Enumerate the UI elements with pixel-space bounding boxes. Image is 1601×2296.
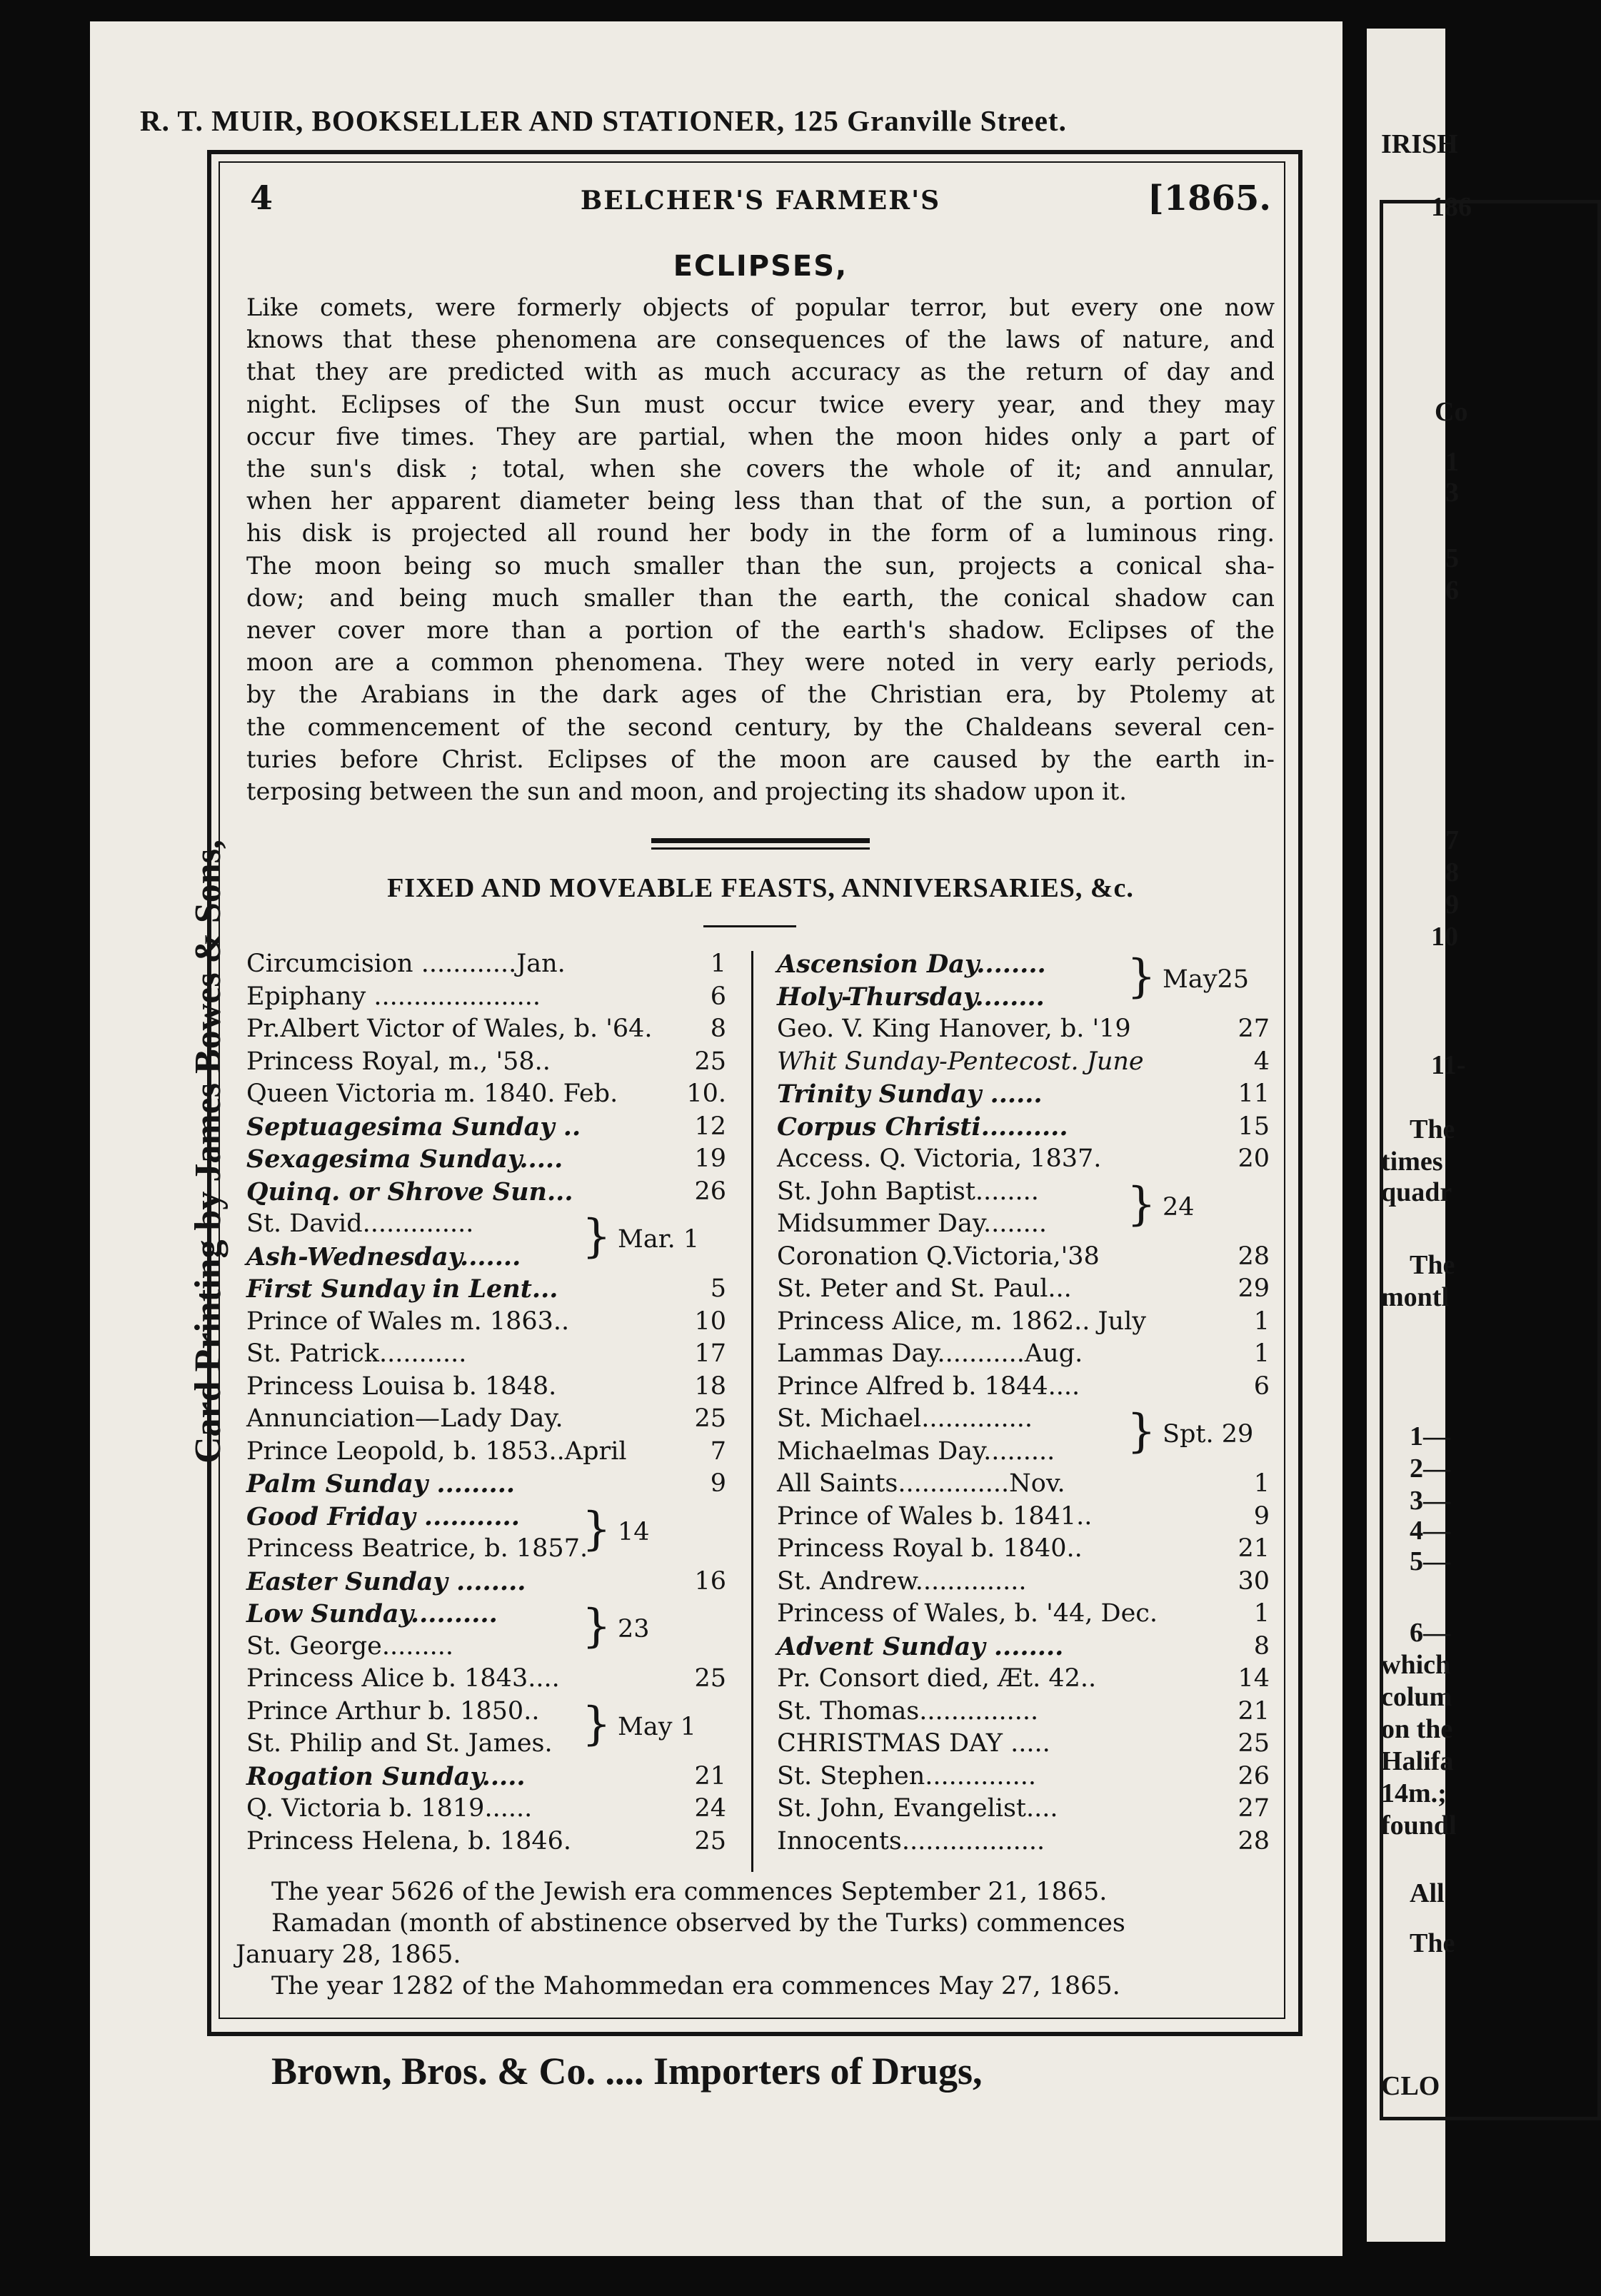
adjacent-text-fragment: montl <box>1381 1282 1449 1312</box>
eclipses-line: The moon being so much smaller than the sun, projects a conical sha- <box>246 551 1275 580</box>
feast-date: 6 <box>710 982 726 1011</box>
feast-name: Prince of Wales m. 1863.. <box>246 1306 570 1336</box>
adjacent-text-fragment: 3— <box>1410 1486 1450 1516</box>
feast-row <box>246 1112 581 1142</box>
adjacent-text-fragment: Co <box>1435 397 1468 427</box>
closing-line: The year 5626 of the Jewish era commences September 21, 1865. <box>271 1878 1108 1906</box>
adjacent-text-fragment: 9 <box>1445 890 1459 920</box>
feast-date: 17 <box>694 1339 726 1368</box>
feast-date: 1 <box>1253 1339 1270 1368</box>
feast-row <box>777 1469 1065 1498</box>
feast-name: St. Patrick........... <box>246 1339 467 1368</box>
page-number: 4 <box>250 178 273 217</box>
feast-row <box>777 1339 1083 1368</box>
adjacent-text-fragment: The <box>1410 1250 1455 1280</box>
feast-date: 18 <box>694 1371 726 1401</box>
column-divider <box>751 951 753 1872</box>
section-rule-thin <box>651 847 870 850</box>
adjacent-text-fragment: which <box>1381 1650 1451 1680</box>
feast-row <box>777 1242 1100 1271</box>
feast-row <box>246 1372 556 1401</box>
adjacent-text-fragment: All <box>1410 1878 1445 1908</box>
brace-date: 23 <box>618 1615 650 1643</box>
feast-date: 28 <box>1238 1826 1270 1856</box>
feast-name: Princess Alice b. 1843.... <box>246 1664 560 1693</box>
feast-name: Queen Victoria m. 1840. Feb. <box>246 1079 618 1108</box>
feast-row <box>777 1827 1045 1856</box>
closing-line: The year 1282 of the Mahommedan era commences May 27, 1865. <box>271 1972 1120 2000</box>
adjacent-text-fragment: 5— <box>1410 1546 1450 1576</box>
adjacent-text-fragment: IRISH <box>1381 129 1458 159</box>
adjacent-text-fragment: quadr <box>1381 1177 1452 1207</box>
feast-name: St. George......... <box>246 1631 454 1661</box>
feast-name: Low Sunday.......... <box>246 1599 498 1628</box>
feast-name: St. John, Evangelist.... <box>777 1794 1058 1823</box>
brace-date: 14 <box>618 1517 650 1546</box>
feast-name: Prince Leopold, b. 1853..April <box>246 1436 627 1466</box>
adjacent-text-fragment: 6 <box>1445 575 1459 605</box>
feasts-left-column <box>246 950 732 1870</box>
adjacent-text-fragment: 10 <box>1431 922 1458 952</box>
feast-date: 27 <box>1238 1014 1270 1043</box>
feast-row <box>777 1209 1047 1238</box>
eclipses-paragraph <box>246 291 1275 807</box>
eclipses-line: his disk is projected all round her body in the form of a luminous ring. <box>246 519 1275 548</box>
feast-row <box>777 1794 1058 1823</box>
feast-date: 12 <box>694 1112 726 1141</box>
feast-name: Lammas Day...........Aug. <box>777 1339 1083 1368</box>
feast-name: Princess Royal, m., '58.. <box>246 1047 551 1076</box>
brace-date: Spt. 29 <box>1163 1420 1254 1449</box>
feast-date: 19 <box>694 1144 726 1173</box>
feast-row <box>246 1307 569 1336</box>
feast-name: Princess Helena, b. 1846. <box>246 1826 572 1856</box>
feast-row <box>246 1079 618 1108</box>
feast-name: CHRISTMAS DAY ..... <box>777 1729 1050 1758</box>
feast-date: 26 <box>1238 1761 1270 1791</box>
feast-name: Prince Alfred b. 1844.... <box>777 1371 1080 1401</box>
feast-date: 1 <box>710 950 726 978</box>
eclipses-line: Like comets, were formerly objects of popular terror, but every one now <box>246 293 1275 321</box>
brace-mark: } <box>582 1502 611 1556</box>
feast-date: 21 <box>694 1761 726 1791</box>
feast-name: St. Thomas............... <box>777 1696 1039 1726</box>
feast-row <box>246 1632 453 1661</box>
feast-row <box>777 1404 1033 1433</box>
adjacent-text-fragment: 11- <box>1431 1050 1466 1080</box>
closing-line: Ramadan (month of abstinence observed by the Turks) commences <box>271 1909 1125 1938</box>
feast-name: St. Stephen.............. <box>777 1761 1037 1791</box>
feast-date: 25 <box>694 1664 726 1693</box>
feast-row <box>777 1664 1096 1693</box>
feast-date: 25 <box>1238 1729 1270 1758</box>
feast-row <box>777 1502 1092 1531</box>
brace-mark: } <box>1127 950 1156 1003</box>
feast-name: Innocents.................. <box>777 1826 1045 1856</box>
feast-row <box>777 1047 1144 1076</box>
feast-name: Advent Sunday ........ <box>777 1631 1064 1661</box>
adjacent-page-fragment <box>1367 29 1472 2242</box>
feast-date: 10. <box>686 1079 726 1108</box>
feast-row <box>246 1274 558 1304</box>
page-footer: Brown, Bros. & Co. .... Importers of Drugs, <box>271 2050 983 2093</box>
feast-row <box>246 1502 520 1531</box>
feast-row <box>246 1339 466 1368</box>
feast-name: Rogation Sunday..... <box>246 1761 526 1791</box>
adjacent-text-fragment: Halifa <box>1381 1746 1454 1776</box>
feast-date: 8 <box>710 1014 726 1043</box>
feast-row <box>246 1827 571 1856</box>
feast-name: Easter Sunday ........ <box>246 1566 526 1596</box>
feast-date: 28 <box>1238 1242 1270 1271</box>
adjacent-text-fragment: times <box>1381 1147 1443 1177</box>
feast-name: Circumcision ............Jan. <box>246 950 566 978</box>
feast-name: St. Philip and St. James. <box>246 1729 553 1758</box>
feast-name: Epiphany ..................... <box>246 982 541 1011</box>
adjacent-text-fragment: 14m.; <box>1381 1778 1447 1808</box>
feast-name: Geo. V. King Hanover, b. '19 <box>777 1014 1131 1043</box>
feast-row <box>777 1112 1068 1142</box>
feast-date: 16 <box>694 1566 726 1596</box>
closing-line: January 28, 1865. <box>236 1940 461 1969</box>
feast-name: Ascension Day........ <box>777 950 1046 979</box>
brace-mark: } <box>1127 1405 1156 1458</box>
feast-name: First Sunday in Lent... <box>246 1274 558 1304</box>
feast-date: 1 <box>1253 1469 1270 1498</box>
adjacent-text-fragment: 186 <box>1431 192 1472 222</box>
feast-date: 4 <box>1253 1047 1270 1076</box>
feast-row <box>246 1534 588 1563</box>
feast-name: Princess Royal b. 1840.. <box>777 1534 1083 1563</box>
feast-date: 1 <box>1253 1599 1270 1628</box>
feast-name: Whit Sunday-Pentecost. June <box>777 1047 1144 1076</box>
feast-row <box>777 1079 1043 1109</box>
feast-row <box>777 1599 1158 1628</box>
adjacent-text-fragment: colum <box>1381 1682 1452 1712</box>
feast-name: Good Friday ........... <box>246 1501 520 1531</box>
adjacent-text-fragment: 1— <box>1410 1421 1450 1451</box>
feast-name: Midsummer Day........ <box>777 1209 1047 1238</box>
feast-name: Access. Q. Victoria, 1837. <box>777 1144 1102 1173</box>
adjacent-text-fragment: 1 <box>1445 447 1459 477</box>
adjacent-text-fragment: The <box>1410 1114 1455 1144</box>
feast-name: Coronation Q.Victoria,'38 <box>777 1242 1100 1271</box>
feast-row <box>777 1762 1036 1791</box>
brace-date: 24 <box>1163 1192 1195 1222</box>
feast-date: 11 <box>1238 1079 1270 1108</box>
feasts-right-column <box>777 950 1270 1870</box>
feast-row <box>246 1437 627 1466</box>
feast-date: 27 <box>1238 1794 1270 1823</box>
feast-date: 5 <box>710 1274 726 1303</box>
feast-row <box>246 1404 563 1433</box>
adjacent-text-fragment: 5 <box>1445 543 1459 573</box>
feast-date: 9 <box>710 1469 726 1498</box>
adjacent-text-fragment: on the <box>1381 1714 1453 1744</box>
feast-row <box>246 1014 653 1043</box>
adjacent-text-fragment: 4— <box>1410 1516 1450 1546</box>
year-label: [1865. <box>1147 178 1271 218</box>
feast-name: Sexagesima Sunday..... <box>246 1144 563 1174</box>
eclipses-line: turies before Christ. Eclipses of the moon are caused by the earth in- <box>246 745 1275 773</box>
feast-date: 25 <box>694 1404 726 1433</box>
brace-mark: } <box>582 1697 611 1751</box>
brace-date: May 1 <box>618 1712 696 1741</box>
feast-date: 8 <box>1253 1631 1270 1661</box>
feast-row <box>777 1632 1063 1661</box>
feast-row <box>246 1469 515 1499</box>
feast-name: St. John Baptist........ <box>777 1177 1039 1206</box>
feast-name: Ash-Wednesday....... <box>246 1242 521 1272</box>
brace-mark: } <box>1127 1177 1156 1231</box>
feast-date: 29 <box>1238 1274 1270 1303</box>
eclipses-line: terposing between the sun and moon, and projecting its shadow upon it. <box>246 777 1127 806</box>
feast-name: St. Andrew.............. <box>777 1566 1027 1596</box>
side-advertisement: Card Printing by James Bowes & Sons, <box>188 840 229 1464</box>
eclipses-line: the sun's disk ; total, when she covers the whole of it; and annular, <box>246 455 1275 483</box>
adjacent-text-fragment: 7 <box>1445 825 1459 855</box>
brace-date: May25 <box>1163 965 1250 994</box>
section-rule-thick <box>651 838 870 843</box>
feast-name: Prince of Wales b. 1841.. <box>777 1501 1093 1531</box>
feast-name: Palm Sunday ......... <box>246 1469 516 1499</box>
feast-row <box>246 950 566 978</box>
feast-name: Annunciation—Lady Day. <box>246 1404 563 1433</box>
feasts-heading: FIXED AND MOVEABLE FEASTS, ANNIVERSARIES, &c. <box>387 873 1134 903</box>
feast-row <box>777 982 1045 1012</box>
eclipses-line: moon are a common phenomena. They were noted in very early periods, <box>246 648 1275 677</box>
feast-date: 25 <box>694 1047 726 1076</box>
brace-date: Mar. 1 <box>618 1225 700 1254</box>
feast-row <box>777 1274 1072 1303</box>
feast-date: 25 <box>694 1826 726 1856</box>
feast-name: Pr.Albert Victor of Wales, b. '64. <box>246 1014 653 1043</box>
feast-row <box>777 1437 1055 1466</box>
feast-name: All Saints..............Nov. <box>777 1469 1065 1498</box>
eclipses-line: the commencement of the second century, by the Chaldeans several cen- <box>246 713 1275 741</box>
adjacent-text-fragment: 3 <box>1445 478 1459 508</box>
feast-date: 1 <box>1253 1306 1270 1336</box>
feast-row <box>246 1794 532 1823</box>
feast-row <box>777 1697 1038 1726</box>
feast-row <box>246 1177 573 1207</box>
feast-date: 26 <box>694 1177 726 1206</box>
feast-row <box>777 1014 1131 1043</box>
feast-row <box>246 1729 553 1758</box>
feast-row <box>246 1599 498 1628</box>
brace-mark: } <box>582 1210 611 1263</box>
feast-row <box>777 1534 1083 1563</box>
feast-name: St. Peter and St. Paul... <box>777 1274 1072 1303</box>
feast-name: Septuagesima Sunday .. <box>246 1112 581 1142</box>
feast-name: Prince Arthur b. 1850.. <box>246 1696 540 1726</box>
feast-date: 6 <box>1253 1371 1270 1401</box>
feast-name: Princess Louisa b. 1848. <box>246 1371 557 1401</box>
feast-name: Pr. Consort died, Æt. 42.. <box>777 1664 1097 1693</box>
feast-date: 7 <box>710 1436 726 1466</box>
eclipses-heading: ECLIPSES, <box>673 250 848 283</box>
feast-row <box>777 1567 1027 1596</box>
eclipses-line: by the Arabians in the dark ages of the Christian era, by Ptolemy at <box>246 680 1275 709</box>
adjacent-text-fragment: foundl <box>1381 1811 1457 1841</box>
feast-row <box>777 950 1046 979</box>
adjacent-text-fragment: The <box>1410 1928 1455 1958</box>
feast-row <box>246 1209 473 1238</box>
feast-name: Corpus Christi.......... <box>777 1112 1068 1142</box>
feast-name: Quinq. or Shrove Sun... <box>246 1177 573 1207</box>
feast-row <box>777 1144 1101 1173</box>
adjacent-text-fragment: CLO <box>1381 2071 1440 2101</box>
feast-row <box>246 1664 560 1693</box>
feast-date: 30 <box>1238 1566 1270 1596</box>
feast-name: Michaelmas Day......... <box>777 1436 1055 1466</box>
feast-date: 10 <box>694 1306 726 1336</box>
closing-notes <box>236 1876 1278 2002</box>
eclipses-line: dow; and being much smaller than the earth, the conical shadow can <box>246 583 1275 612</box>
feast-row <box>246 1697 539 1726</box>
feast-name: Holy-Thursday........ <box>777 982 1045 1012</box>
adjacent-text-fragment: 6— <box>1410 1618 1450 1648</box>
feast-row <box>777 1177 1039 1206</box>
feast-row <box>246 982 541 1011</box>
eclipses-line: that they are predicted with as much accuracy as the return of day and <box>246 358 1275 386</box>
feast-row <box>777 1372 1080 1401</box>
eclipses-line: night. Eclipses of the Sun must occur twice every year, and they may <box>246 390 1275 418</box>
feast-name: St. Michael.............. <box>777 1404 1033 1433</box>
feast-row <box>777 1729 1050 1758</box>
feast-date: 9 <box>1253 1501 1270 1531</box>
feast-date: 14 <box>1238 1664 1270 1693</box>
page-header: R. T. MUIR, BOOKSELLER AND STATIONER, 125 Granville Street. <box>140 104 1067 137</box>
brace-mark: } <box>582 1600 611 1653</box>
feast-row <box>777 1307 1146 1336</box>
feast-name: Q. Victoria b. 1819...... <box>246 1794 533 1823</box>
feast-name: St. David.............. <box>246 1209 474 1238</box>
feast-row <box>246 1762 526 1791</box>
feast-name: Trinity Sunday ...... <box>777 1079 1043 1109</box>
feast-date: 20 <box>1238 1144 1270 1173</box>
feast-row <box>246 1047 551 1076</box>
book-title: BELCHER'S FARMER'S <box>580 186 941 216</box>
feast-row <box>246 1242 521 1272</box>
eclipses-line: knows that these phenomena are consequences of the laws of nature, and <box>246 326 1275 354</box>
feast-date: 21 <box>1238 1696 1270 1726</box>
feast-date: 21 <box>1238 1534 1270 1563</box>
feasts-rule <box>703 925 796 927</box>
running-head <box>250 178 1271 221</box>
eclipses-line: occur five times. They are partial, when the moon hides only a part of <box>246 422 1275 450</box>
feast-date: 15 <box>1238 1112 1270 1141</box>
feast-row <box>246 1144 563 1174</box>
feast-name: Princess Beatrice, b. 1857. <box>246 1534 588 1563</box>
adjacent-text-fragment: 2— <box>1410 1454 1450 1484</box>
feast-name: Princess Alice, m. 1862.. July <box>777 1306 1147 1336</box>
adjacent-text-fragment: 8 <box>1445 857 1459 887</box>
eclipses-line: when her apparent diameter being less than that of the sun, a portion of <box>246 487 1275 515</box>
feast-name: Princess of Wales, b. '44, Dec. <box>777 1599 1158 1628</box>
feast-row <box>246 1567 526 1596</box>
feast-date: 24 <box>694 1794 726 1823</box>
eclipses-line: never cover more than a portion of the earth's shadow. Eclipses of the <box>246 616 1275 645</box>
